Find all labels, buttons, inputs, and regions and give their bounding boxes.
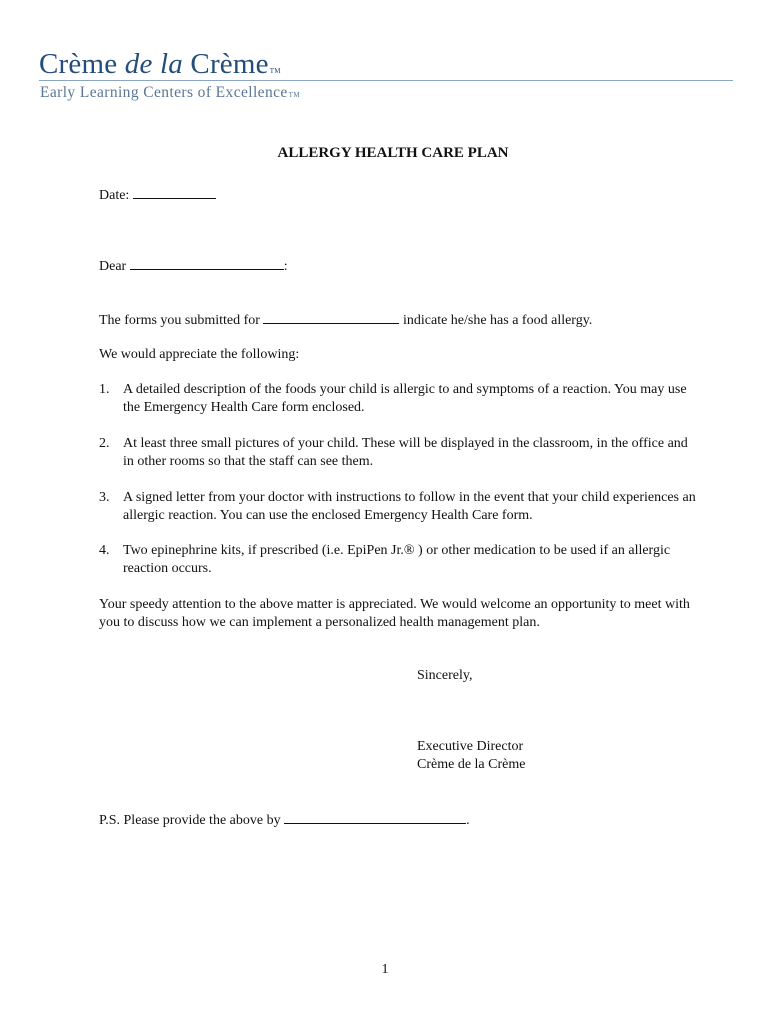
list-item [99,489,699,525]
logo-name-part3: Crème [182,48,269,80]
appreciate-line: We would appreciate the following: [99,347,300,362]
list-item-text: Two epinephrine kits, if prescribed (i.e. EpiPen Jr.® ) or other medication to be used if an allergic reaction occurs. [123,543,671,576]
child-name-blank[interactable] [263,310,399,324]
forms-prefix: The forms you submitted for [99,313,260,328]
list-item-text: A detailed description of the foods your child is allergic to and symptoms of a reaction. You may use the Emergency Health Care form enclosed. [123,382,687,415]
list-item [99,542,699,578]
list-item-text: At least three small pictures of your child. These will be displayed in the classroom, in the office and in other rooms so that the staff can see them. [123,436,688,469]
logo-trademark: TM [269,67,281,75]
logo-divider [39,80,733,81]
recipient-blank[interactable] [130,256,284,270]
salutation-line [99,256,288,276]
logo-tagline-text: Early Learning Centers of Excellence [40,84,288,101]
signer-organization: Crème de la Crème [417,757,526,772]
date-line [99,185,216,205]
dear-label: Dear [99,259,127,274]
list-item-number: 2. [99,436,110,451]
page-number: 1 [381,962,389,977]
dear-suffix: : [283,259,288,274]
forms-suffix: indicate he/she has a food allergy. [402,313,593,328]
list-item [99,381,699,417]
ps-suffix: . [466,813,470,828]
logo-wordmark [39,48,281,87]
sincerely: Sincerely, [417,668,473,683]
date-label: Date: [99,188,130,203]
document-title: ALLERGY HEALTH CARE PLAN [277,145,509,161]
list-item-number: 4. [99,543,110,558]
list-item-number: 3. [99,490,110,505]
logo-tagline-trademark: TM [288,91,300,99]
ps-line [99,810,470,830]
logo [39,48,281,87]
date-blank[interactable] [133,185,216,199]
deadline-blank[interactable] [284,810,466,824]
list-item-text: A signed letter from your doctor with instructions to follow in the event that your child experiences an allergic reaction. You can use the enclosed Emergency Health Care form. [123,490,696,523]
logo-name-part2: de la [124,48,183,80]
logo-name-part1: Crème [39,48,125,80]
closing-paragraph: Your speedy attention to the above matter is appreciated. We would welcome an opportunity to meet with you to discuss how we can implement a personalized health management plan. [99,597,690,630]
ps-prefix: P.S. Please provide the above by [99,813,281,828]
signer-title: Executive Director [417,739,524,754]
list-item [99,435,699,471]
logo-tagline [40,84,300,102]
list-item-number: 1. [99,382,110,397]
forms-line [99,310,592,330]
